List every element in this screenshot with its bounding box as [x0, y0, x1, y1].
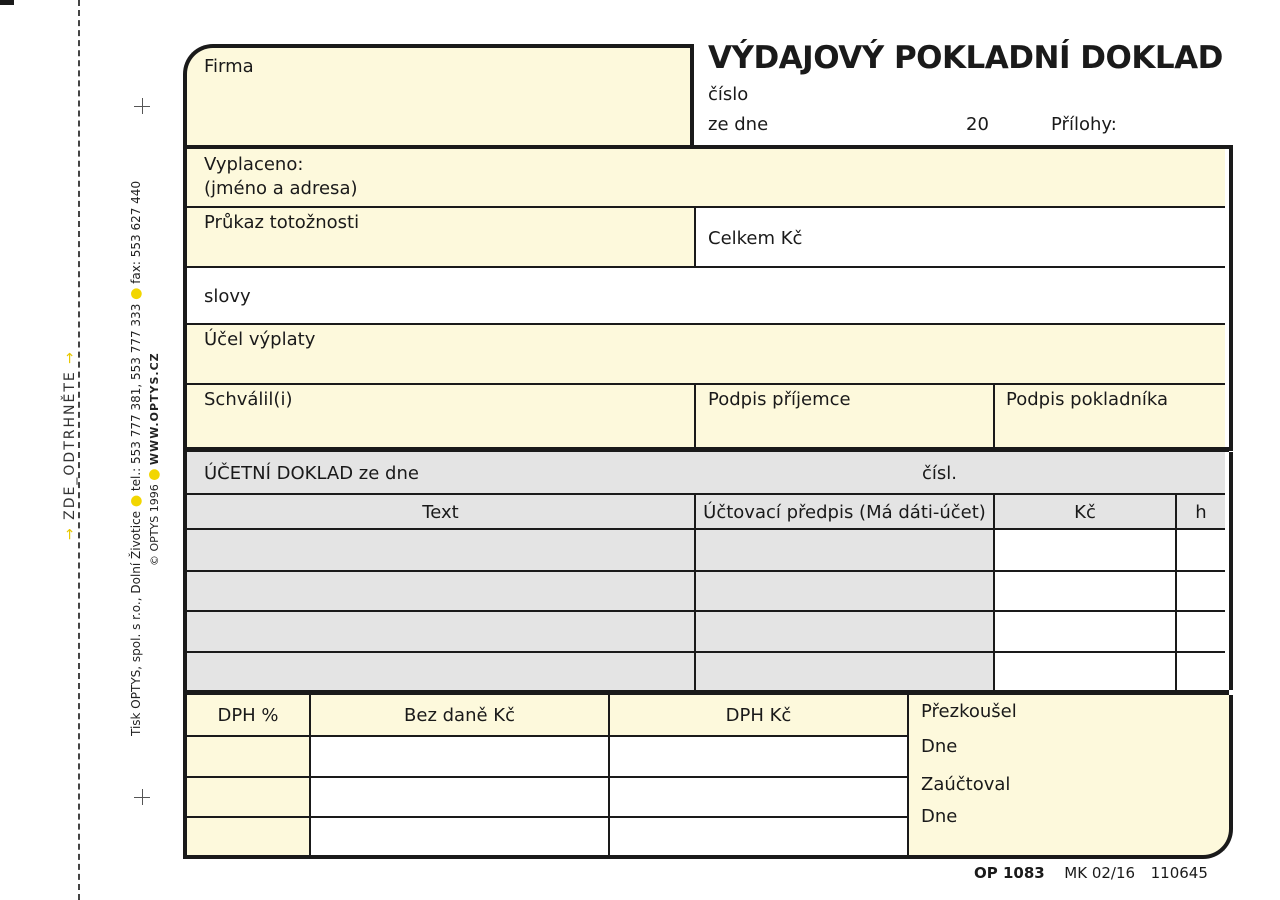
vat-header-dph-percent: DPH %: [217, 705, 279, 726]
prukaz-label: Průkaz totožnosti: [204, 212, 360, 233]
column-header-h: h: [1195, 502, 1207, 523]
column-header-kc: Kč: [1074, 502, 1096, 523]
firma-label: Firma: [204, 56, 254, 77]
arrow-icon: →: [62, 350, 78, 371]
slovy-field[interactable]: [187, 268, 1225, 323]
firma-box[interactable]: [183, 44, 693, 149]
form-number: 110645: [1150, 864, 1208, 882]
prezkousel-label: Přezkoušel: [921, 701, 1017, 722]
cislo-label: číslo: [708, 84, 749, 105]
zauctoval-label: Zaúčtoval: [921, 774, 1011, 795]
printer-info: Tisk OPTYS, spol. s r.o., Dolní Životice ● tel.: 553 777 381, 553 777 333 ● fax: 553 627 440: [128, 180, 144, 736]
vat-header-bez-dane: Bez daně Kč: [404, 705, 515, 726]
vyplaceno-sublabel: (jméno a adresa): [204, 178, 358, 199]
podpis-pokladnika-label: Podpis pokladníka: [1006, 389, 1169, 410]
ucel-field[interactable]: [187, 325, 1225, 383]
dot-icon: ●: [146, 468, 162, 481]
cisl-label: čísl.: [922, 463, 957, 484]
dot-icon: ●: [128, 494, 144, 508]
form-code: OP 1083: [974, 864, 1045, 882]
ucel-label: Účel výplaty: [204, 329, 316, 350]
ze-dne-label: ze dne: [708, 114, 769, 135]
corner-mark: [0, 0, 14, 5]
tear-here-label: → ZDE_ODTRHNĚTE →: [62, 350, 78, 540]
dne-label-1: Dne: [921, 736, 958, 757]
year-prefix: 20: [966, 114, 989, 135]
form-footer: [974, 864, 1208, 882]
vat-header-dph-kc: DPH Kč: [725, 705, 792, 726]
column-header-text: Text: [422, 502, 459, 523]
dne-label-2: Dne: [921, 806, 958, 827]
schvalil-label: Schválil(i): [204, 389, 293, 410]
vyplaceno-label: Vyplaceno:: [204, 154, 304, 175]
tear-line: [78, 0, 80, 900]
document-title: VÝDAJOVÝ POKLADNÍ DOKLAD: [708, 40, 1223, 76]
column-header-predpis: Účtovací předpis (Má dáti-účet): [703, 502, 986, 523]
podpis-prijemce-label: Podpis příjemce: [708, 389, 851, 410]
dot-icon: ●: [128, 287, 144, 300]
accounting-heading-label: ÚČETNÍ DOKLAD ze dne: [204, 463, 419, 484]
slovy-label: slovy: [204, 286, 251, 307]
prilohy-label: Přílohy:: [1051, 114, 1117, 135]
arrow-icon: →: [62, 519, 78, 540]
vat-percent-cells[interactable]: [187, 737, 309, 855]
copyright-info: © OPTYS 1996 ● WWW.OPTYS.CZ: [146, 352, 162, 566]
form-version: MK 02/16: [1064, 864, 1136, 882]
celkem-label: Celkem Kč: [708, 228, 803, 249]
